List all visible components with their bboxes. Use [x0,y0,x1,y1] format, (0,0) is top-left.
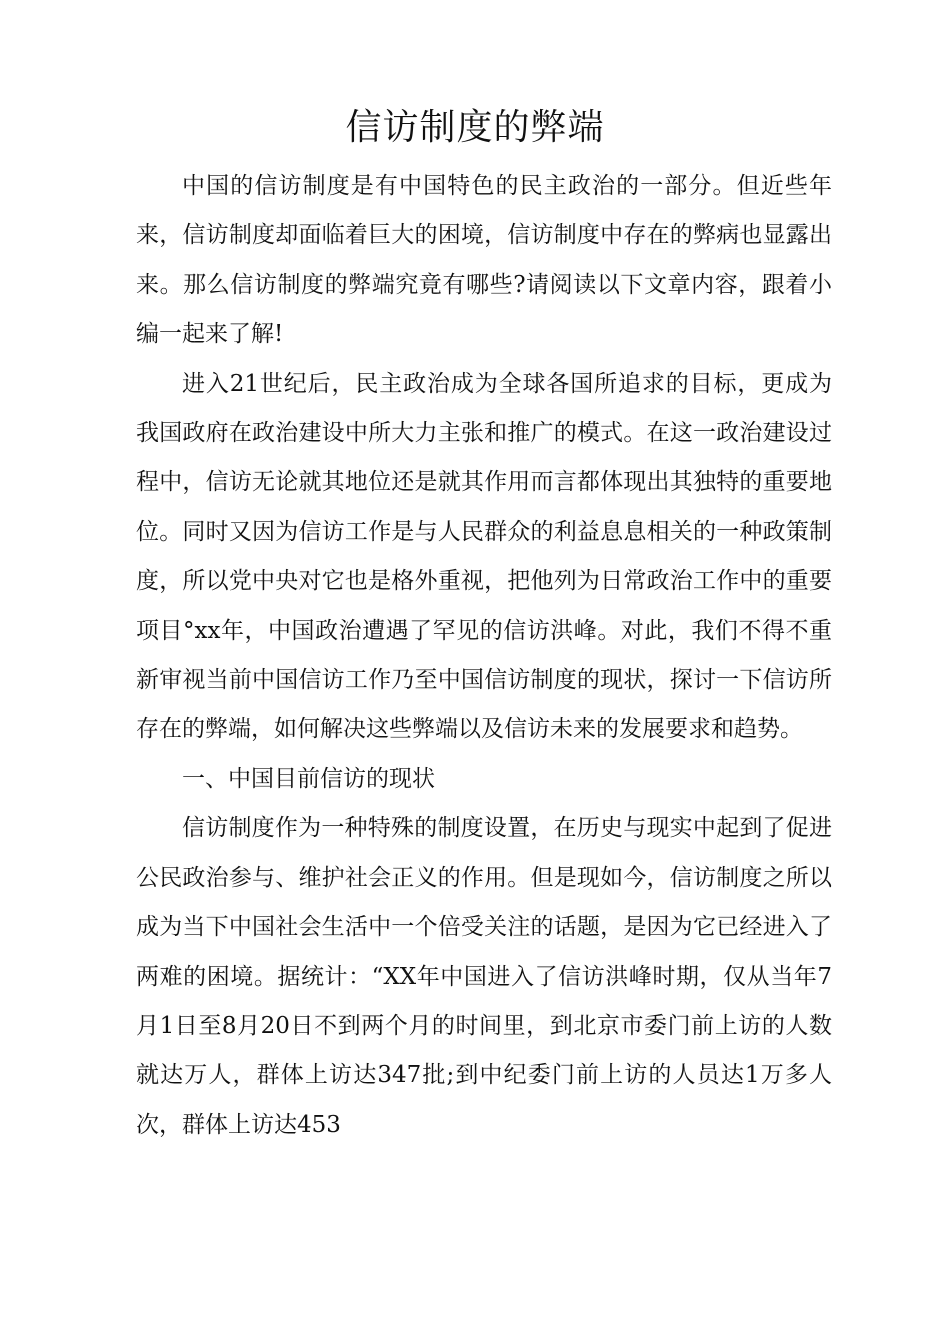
paragraph-background: 进入21世纪后，民主政治成为全球各国所追求的目标，更成为我国政府在政治建设中所大力主张和推广的模式。在这一政治建设过程中，信访无论就其地位还是就其作用而言都体现出其独特的重要地位。同时又因为信访工作是与人民群众的利益息息相关的一种政策制度，所以党中央对它也是格外重视，把他列为日常政治工作中的重要项目°xx年，中国政治遭遇了罕见的信访洪峰。对此，我们不得不重新审视当前中国信访工作乃至中国信访制度的现状，探讨一下信访所存在的弊端，如何解决这些弊端以及信访未来的发展要求和趋势。 [136,370,832,743]
paragraph-intro: 中国的信访制度是有中国特色的民主政治的一部分。但近些年来，信访制度却面临着巨大的困境，信访制度中存在的弊病也显露出来。那么信访制度的弊端究竟有哪些?请阅读以下文章内容，跟着小编一起来了解! [136,173,832,348]
section-heading: 一、中国目前信访的现状 [182,765,435,792]
document-body [136,162,832,1150]
document-title: 信访制度的弊端 [345,107,605,148]
paragraph-current-status: 信访制度作为一种特殊的制度设置，在历史与现实中起到了促进公民政治参与、维护社会正义的作用。但是现如今，信访制度之所以成为当下中国社会生活中一个倍受关注的话题，是因为它已经进入了两难的困境。据统计：“XX年中国进入了信访洪峰时期，仅从当年7月1日至8月20日不到两个月的时间里，到北京市委门前上访的人数就达万人，群体上访达347批;到中纪委门前上访的人员达1万多人次，群体上访达453 [136,815,832,1138]
